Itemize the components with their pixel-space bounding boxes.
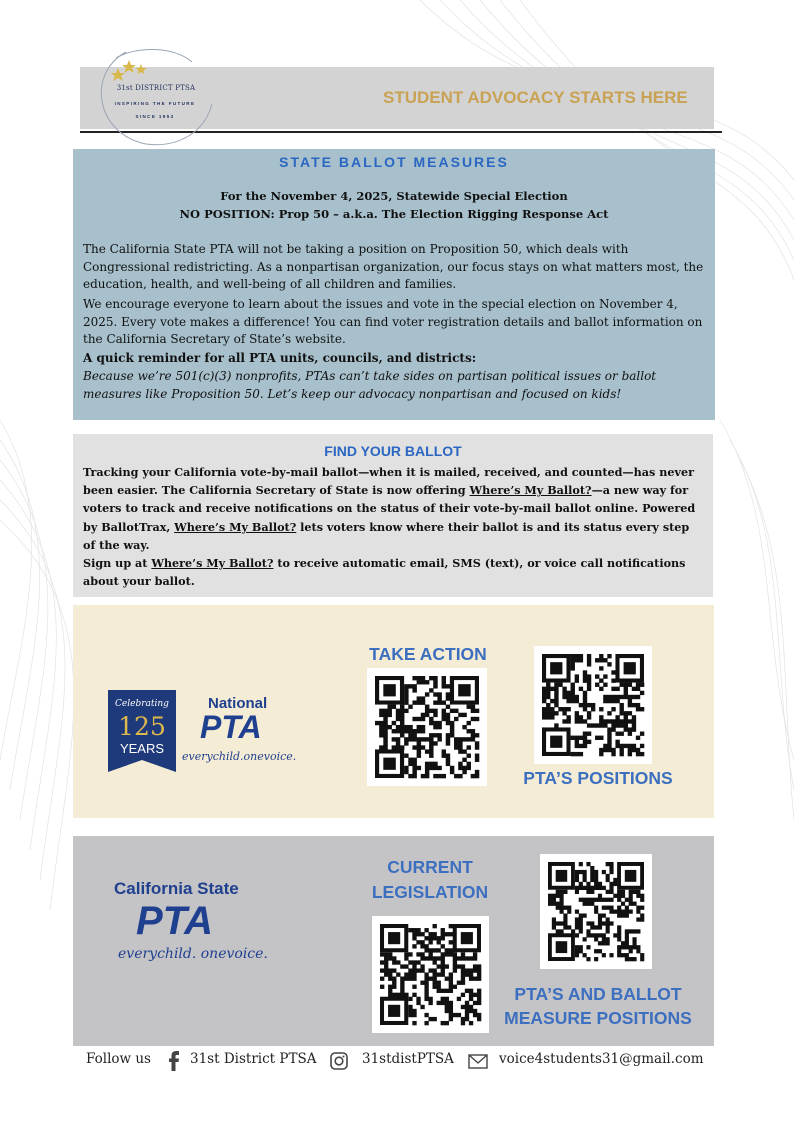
email-link[interactable]: voice4students31@gmail.com — [499, 1051, 704, 1067]
npta-pta: PTA — [200, 709, 262, 745]
wheres-my-ballot-link[interactable]: Where’s My Ballot? — [151, 556, 274, 571]
email-icon[interactable] — [468, 1052, 488, 1070]
find-ballot-text-part: —a new way for voters to track and receive notifications on the status of their vote-by-mail ballot online. Powered by BallotTrax, — [83, 483, 696, 534]
national-pta-logo — [180, 692, 320, 764]
cpta-slogan: everychild. onevoice. — [118, 946, 268, 962]
find-ballot-text — [83, 463, 705, 590]
reminder-text: Because we’re 501(c)(3) nonprofits, PTAs can’t take sides on partisan political issues or ballot measures like Proposition 50. Let’s keep our advocacy nonpartisan and focused on kids! — [83, 369, 657, 401]
ballot-measures-title: STATE BALLOT MEASURES — [279, 154, 509, 170]
current-legislation-qr-code[interactable] — [372, 916, 489, 1033]
instagram-link[interactable]: 31stdistPTSA — [362, 1051, 454, 1067]
ballot-paragraph: The California State PTA will not be taking a position on Proposition 50, which deals with Congressional redistricting. As a nonpartisan organization, our focus stays on what matters most, the education, health, and well-being of all children and families. — [83, 242, 704, 292]
find-ballot-text-part: lets voters know where their ballot is and its status every step of the way. — [83, 519, 690, 552]
current-legislation-label-line: LEGISLATION — [371, 882, 489, 902]
ballot-measure-positions-qr-code[interactable] — [540, 854, 652, 969]
npta-national: National — [208, 695, 268, 712]
logo-name: 31st DISTRICT PTSA — [116, 84, 196, 92]
footer — [86, 1051, 726, 1075]
find-ballot-text-part: to receive automatic email, SMS (text), or voice call notifications about your ballot. — [83, 556, 686, 589]
ballot-election-date: For the November 4, 2025, Statewide Special Election — [220, 189, 568, 203]
celebrating-125-years-badge — [108, 690, 176, 772]
current-legislation-label — [350, 855, 510, 905]
wheres-my-ballot-link[interactable]: Where’s My Ballot? — [174, 519, 297, 534]
facebook-link[interactable]: 31st District PTSA — [190, 1051, 317, 1067]
badge-number: 125 — [118, 712, 166, 741]
find-ballot-title: FIND YOUR BALLOT — [324, 443, 462, 459]
instagram-icon[interactable] — [330, 1052, 348, 1070]
follow-us-label: Follow us — [86, 1051, 151, 1067]
ballot-paragraph: We encourage everyone to learn about the issues and vote in the special election on November 4, 2025. Every vote makes a difference! You can find voter registration details and ballot information on the California Secretary of State’s website. — [83, 297, 703, 347]
facebook-icon[interactable] — [168, 1051, 180, 1071]
ballot-measure-positions-label — [498, 982, 698, 1030]
logo-tagline: INSPIRING THE FUTURE — [114, 101, 196, 106]
find-ballot-text-part: Sign up at — [83, 556, 152, 571]
ballot-position: NO POSITION: Prop 50 – a.k.a. The Election Rigging Response Act — [179, 207, 609, 221]
ballot-measure-positions-label-line: MEASURE POSITIONS — [504, 1008, 692, 1028]
badge-years: YEARS — [119, 741, 165, 756]
find-ballot-text-part: Tracking your California vote-by-mail ballot—when it is mailed, received, and counted—has never been easier. The California Secretary of State is now offering — [83, 465, 694, 498]
district-logo-emblem — [96, 44, 216, 148]
current-legislation-label-line: CURRENT — [387, 857, 473, 877]
npta-slogan: everychild.onevoice. — [182, 750, 297, 763]
wheres-my-ballot-link[interactable]: Where’s My Ballot? — [469, 483, 592, 498]
cpta-state: California State — [114, 879, 239, 898]
pta-positions-label: PTA’S POSITIONS — [523, 768, 673, 788]
california-state-pta-logo — [112, 878, 282, 964]
cpta-pta: PTA — [136, 899, 214, 943]
take-action-label: TAKE ACTION — [369, 644, 487, 664]
logo-since: SINCE 1953 — [135, 114, 175, 119]
take-action-qr-code[interactable] — [367, 668, 487, 786]
pta-positions-qr-code[interactable] — [534, 646, 652, 764]
reminder-heading: A quick reminder for all PTA units, councils, and districts: — [83, 351, 477, 365]
header-tagline: STUDENT ADVOCACY STARTS HERE — [383, 88, 688, 107]
ballot-measure-positions-label-line: PTA’S AND BALLOT — [514, 984, 682, 1004]
badge-celebrating: Celebrating — [115, 699, 169, 709]
